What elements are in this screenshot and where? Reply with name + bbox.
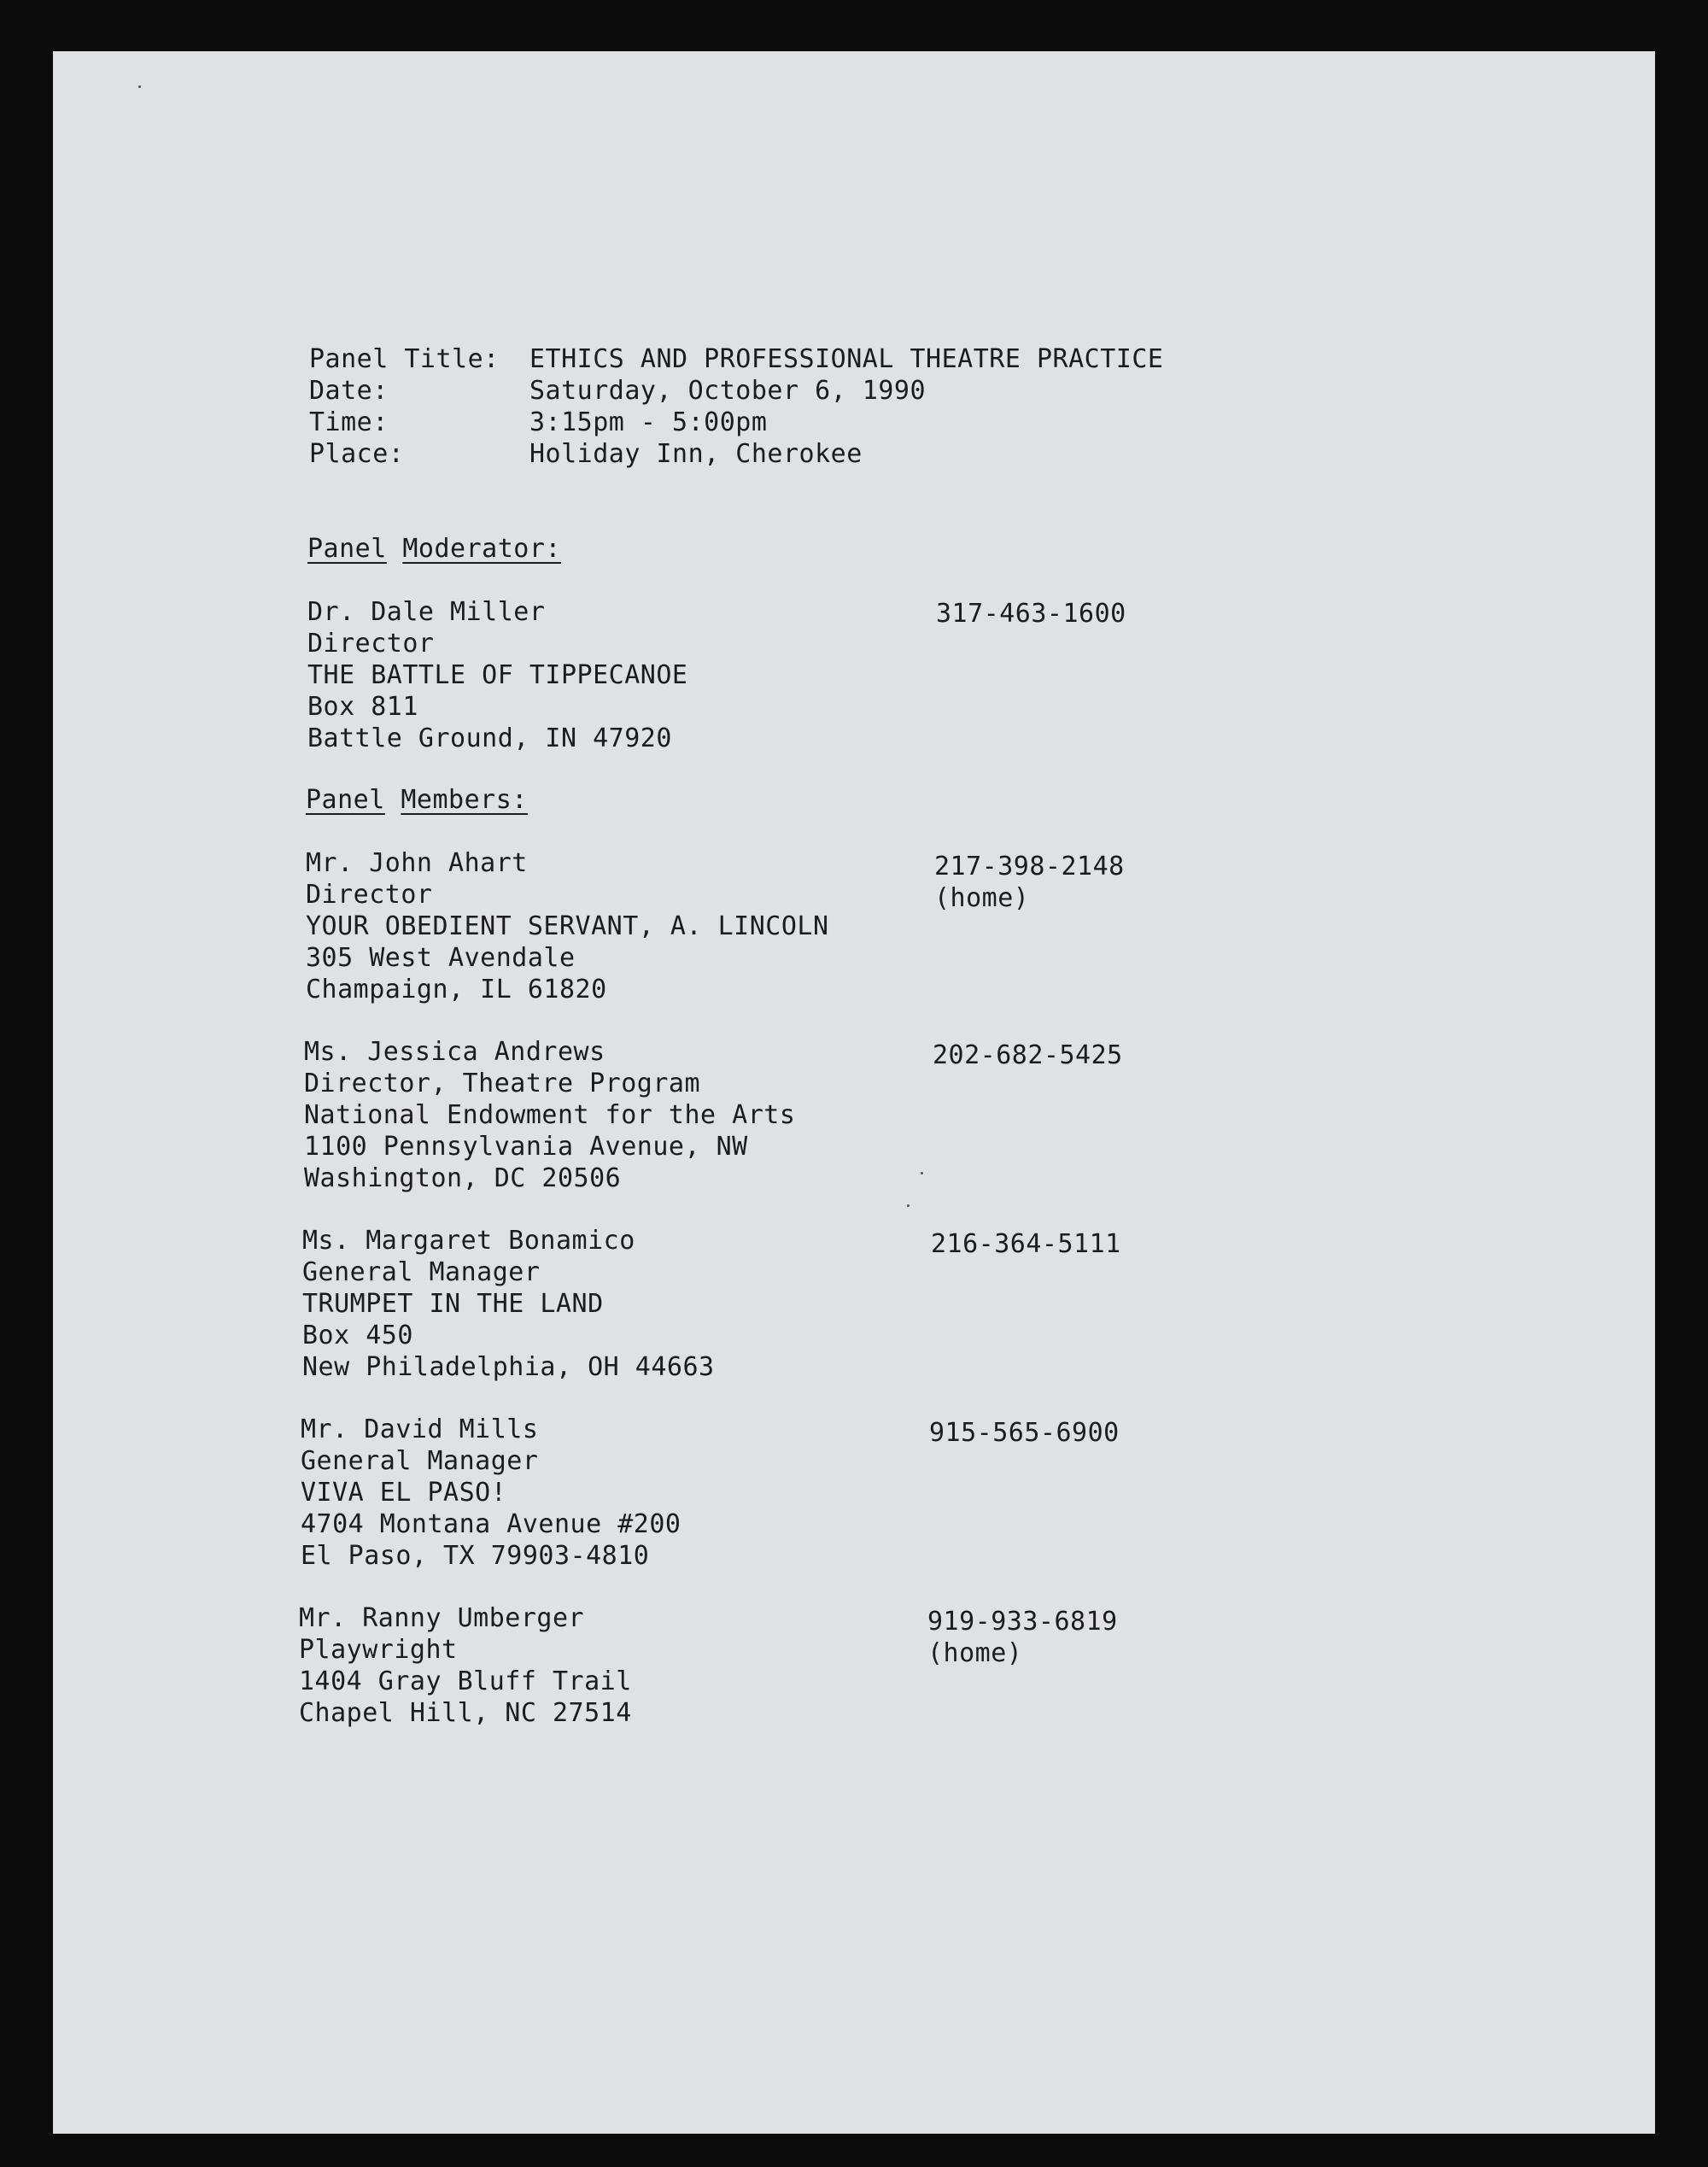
document-page xyxy=(53,51,1655,2134)
person-city: Washington, DC 20506 xyxy=(304,1163,622,1193)
person-city: Battle Ground, IN 47920 xyxy=(307,723,672,753)
person-title: General Manager xyxy=(302,1257,541,1287)
person-address: Box 811 xyxy=(307,692,418,722)
person-address: 1100 Pennsylvania Avenue, NW xyxy=(304,1132,748,1162)
person-phone: 217-398-2148 xyxy=(934,852,1125,881)
person-address: 4704 Montana Avenue #200 xyxy=(301,1509,681,1539)
time-value: 3:15pm - 5:00pm xyxy=(529,407,768,437)
scan-speck xyxy=(138,85,141,88)
members-heading-word2: Members: xyxy=(401,785,528,815)
person-title: Director, Theatre Program xyxy=(304,1069,701,1098)
place-label: Place: xyxy=(309,439,405,469)
person-city: New Philadelphia, OH 44663 xyxy=(302,1352,715,1382)
person-organization: YOUR OBEDIENT SERVANT, A. LINCOLN xyxy=(306,911,829,941)
members-heading-word1: Panel xyxy=(306,785,385,815)
date-label: Date: xyxy=(309,376,389,406)
person-city: Champaign, IL 61820 xyxy=(306,975,607,1004)
person-phone: 202-682-5425 xyxy=(933,1040,1123,1070)
person-phone: 915-565-6900 xyxy=(929,1418,1120,1448)
person-name: Dr. Dale Miller xyxy=(307,597,546,627)
person-organization: National Endowment for the Arts xyxy=(304,1100,796,1130)
scan-speck xyxy=(921,1172,923,1174)
person-name: Ms. Margaret Bonamico xyxy=(302,1226,635,1256)
moderator-heading-word1: Panel xyxy=(307,534,387,564)
moderator-heading-word2: Moderator: xyxy=(402,534,561,564)
person-name: Ms. Jessica Andrews xyxy=(304,1037,605,1067)
person-title: Playwright xyxy=(299,1635,458,1665)
person-address: 1404 Gray Bluff Trail xyxy=(299,1666,632,1696)
time-label: Time: xyxy=(309,407,389,437)
scan-speck xyxy=(907,1204,910,1207)
person-city: Chapel Hill, NC 27514 xyxy=(299,1698,632,1728)
person-title: General Manager xyxy=(301,1446,539,1476)
person-phone-note: (home) xyxy=(934,883,1030,913)
person-name: Mr. John Ahart xyxy=(306,848,528,878)
person-phone-note: (home) xyxy=(927,1638,1023,1668)
person-name: Mr. Ranny Umberger xyxy=(299,1603,585,1633)
person-address: Box 450 xyxy=(302,1321,413,1350)
person-name: Mr. David Mills xyxy=(301,1414,539,1444)
person-title: Director xyxy=(307,629,435,659)
panel-title-value: ETHICS AND PROFESSIONAL THEATRE PRACTICE xyxy=(529,344,1164,374)
person-phone: 919-933-6819 xyxy=(927,1607,1118,1637)
panel-title-label: Panel Title: xyxy=(309,344,500,374)
person-organization: THE BATTLE OF TIPPECANOE xyxy=(307,660,688,690)
person-phone: 317-463-1600 xyxy=(936,599,1126,629)
person-organization: VIVA EL PASO! xyxy=(301,1478,507,1508)
place-value: Holiday Inn, Cherokee xyxy=(529,439,863,469)
person-city: El Paso, TX 79903-4810 xyxy=(301,1541,650,1571)
person-organization: TRUMPET IN THE LAND xyxy=(302,1289,604,1319)
date-value: Saturday, October 6, 1990 xyxy=(529,376,927,406)
person-phone: 216-364-5111 xyxy=(931,1229,1121,1259)
person-address: 305 West Avendale xyxy=(306,943,576,973)
moderator-heading xyxy=(307,533,561,565)
members-heading xyxy=(306,784,528,816)
person-title: Director xyxy=(306,880,433,910)
